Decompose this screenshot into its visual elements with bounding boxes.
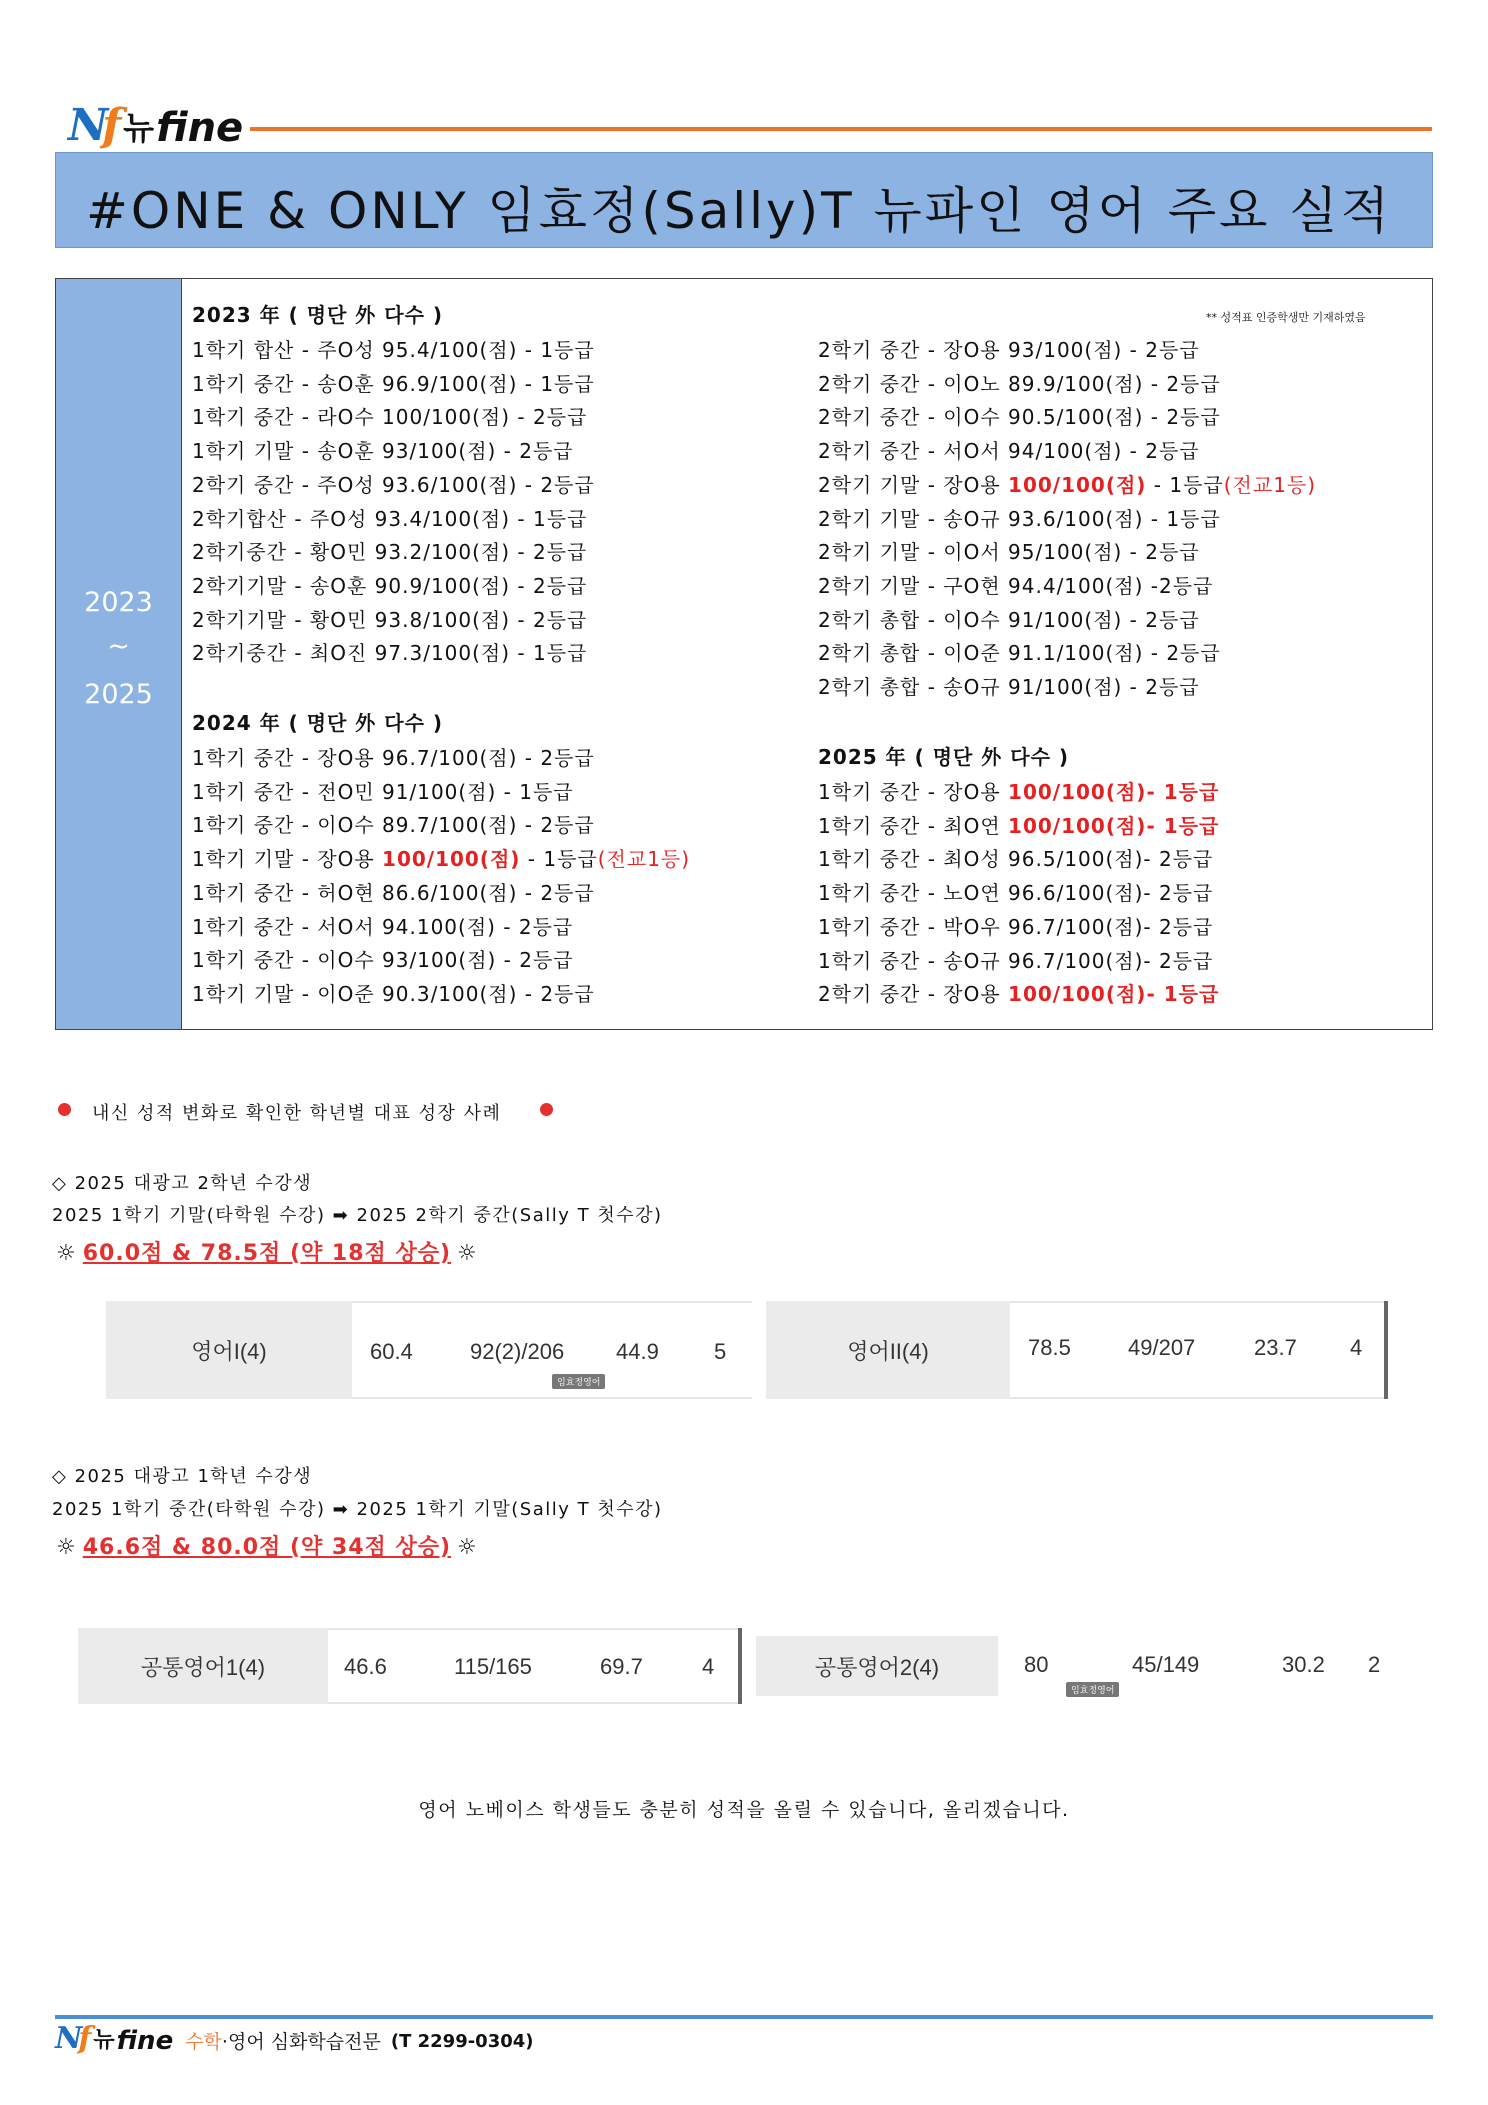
- footer-logo-mark: Nf: [55, 2021, 88, 2056]
- list-item: 2학기 중간 - 주O성 93.6/100(점) - 2등급: [192, 472, 595, 497]
- case2-label: ◇ 2025 대광고 1학년 수강생: [52, 1466, 313, 1487]
- list-item: 1학기 중간 - 송O훈 96.9/100(점) - 1등급: [192, 371, 595, 396]
- header-logo: [68, 98, 244, 151]
- logo-fine: fine: [156, 105, 244, 151]
- page-title: #ONE & ONLY 임효정(Sally)T 뉴파인 영어 주요 실적: [86, 182, 1392, 240]
- list-item: 1학기 중간 - 박O우 96.7/100(점)- 2등급: [818, 914, 1214, 939]
- list-item: 2학기합산 - 주O성 93.4/100(점) - 1등급: [192, 506, 588, 531]
- grade: 4: [1350, 1335, 1363, 1360]
- footer: [55, 2023, 534, 2055]
- list-item: 2학기 중간 - 장O용 100/100(점)- 1등급: [818, 982, 1220, 1007]
- list-item: 2학기 중간 - 이O노 89.9/100(점) - 2등급: [818, 371, 1221, 396]
- list-item: 2학기중간 - 황O민 93.2/100(점) - 2등급: [192, 540, 588, 565]
- raw-score: 46.6: [344, 1654, 387, 1679]
- list-item: 1학기 중간 - 송O규 96.7/100(점)- 2등급: [818, 948, 1214, 973]
- list-item: 1학기 중간 - 장O용 100/100(점)- 1등급: [818, 780, 1220, 804]
- raw-score: 60.4: [370, 1339, 413, 1364]
- subject-label: 공통영어1(4): [78, 1628, 328, 1704]
- list-item-special-2024: 1학기 기말 - 장O용 100/100(점) - 1등급(전교1등): [192, 847, 691, 871]
- raw-score: 78.5: [1028, 1335, 1071, 1360]
- logo-mark: Nf: [68, 100, 116, 151]
- list-item: 2학기 총합 - 송O규 91/100(점) - 2등급: [818, 675, 1200, 699]
- academy-tag: 임효정영어: [1066, 1682, 1119, 1697]
- class-rank: 49/207: [1128, 1335, 1196, 1360]
- score-cells: [352, 1301, 752, 1399]
- score-cells: [1010, 1301, 1384, 1399]
- list-item: 1학기 기말 - 이O준 90.3/100(점) - 2등급: [192, 981, 595, 1006]
- score-card-english2: [766, 1301, 1388, 1399]
- footer-logo-korean: 뉴: [93, 2028, 115, 2053]
- list-item: 2학기 중간 - 장O용 93/100(점) - 2등급: [818, 338, 1200, 362]
- list-item: 1학기 중간 - 이O수 89.7/100(점) - 2등급: [192, 813, 595, 838]
- list-item: 1학기 기말 - 송O훈 93/100(점) - 2등급: [192, 439, 574, 464]
- heading-2024: 2024 年 ( 명단 外 다수 ): [192, 711, 444, 735]
- average-score: 30.2: [1282, 1652, 1325, 1677]
- score-cells: [998, 1636, 1396, 1696]
- average-score: 69.7: [600, 1654, 643, 1679]
- list-item: 1학기 중간 - 전O민 91/100(점) - 1등급: [192, 779, 574, 804]
- footer-logo-fine: fine: [116, 2026, 174, 2056]
- footer-phone: (T 2299-0304): [390, 2031, 534, 2052]
- list-item: 2학기 기말 - 송O규 93.6/100(점) - 1등급: [818, 506, 1221, 531]
- list-item: 2학기 기말 - 구O현 94.4/100(점) -2등급: [818, 573, 1214, 598]
- red-bullet-right: [540, 1103, 553, 1116]
- score-card-english1: [106, 1301, 752, 1399]
- list-item: 2학기기말 - 황O민 93.8/100(점) - 2등급: [192, 607, 588, 632]
- results-table: [55, 278, 1433, 1030]
- list-item: 2학기중간 - 최O진 97.3/100(점) - 1등급: [192, 641, 588, 666]
- list-item: 2학기 총합 - 이O준 91.1/100(점) - 2등급: [818, 641, 1221, 666]
- raw-score: 80: [1024, 1652, 1049, 1677]
- list-item: 2학기 기말 - 이O서 95/100(점) - 2등급: [818, 540, 1200, 565]
- list-item: 1학기 중간 - 허O현 86.6/100(점) - 2등급: [192, 880, 595, 905]
- year-tilde: ~: [107, 631, 130, 662]
- subject-label: 영어I(4): [106, 1301, 352, 1399]
- header-divider: [250, 127, 1432, 131]
- red-bullet-left: [58, 1103, 71, 1116]
- heading-2025: 2025 年 ( 명단 外 다수 ): [818, 745, 1070, 769]
- academy-tag: 임효정영어: [552, 1374, 605, 1389]
- subject-label: 공통영어2(4): [756, 1636, 998, 1696]
- case1-highlight: ☼ 60.0점 & 78.5점 (약 18점 상승) ☼: [56, 1241, 478, 1266]
- case2-desc: 2025 1학기 중간(타학원 수강) ➡ 2025 1학기 기말(Sally T 첫수강): [52, 1499, 663, 1520]
- list-item: 1학기 중간 - 라O수 100/100(점) - 2등급: [192, 405, 588, 430]
- footer-description: 수학·영어 심화학습전문: [185, 2031, 381, 2053]
- list-item: 1학기 중간 - 이O수 93/100(점) - 2등급: [192, 948, 574, 973]
- subject-label: 영어II(4): [766, 1301, 1010, 1399]
- certification-note: ** 성적표 인증학생만 기재하였음: [1206, 311, 1366, 324]
- footer-divider: [55, 2015, 1433, 2019]
- class-rank: 92(2)/206: [470, 1339, 565, 1364]
- score-card-common-english2: [756, 1636, 1396, 1696]
- average-score: 44.9: [616, 1339, 659, 1364]
- closing-message: 영어 노베이스 학생들도 충분히 성적을 올릴 수 있습니다, 올리겠습니다.: [418, 1799, 1070, 1821]
- grade: 5: [714, 1339, 727, 1364]
- card-edge: [738, 1628, 742, 1704]
- list-item: 1학기 중간 - 최O성 96.5/100(점)- 2등급: [818, 847, 1214, 872]
- title-banner: [55, 152, 1433, 248]
- case2-highlight: ☼ 46.6점 & 80.0점 (약 34점 상승) ☼: [56, 1535, 478, 1560]
- list-item: 2학기기말 - 송O훈 90.9/100(점) - 2등급: [192, 573, 588, 598]
- class-rank: 115/165: [454, 1654, 532, 1679]
- score-cells: [328, 1628, 738, 1704]
- grade: 4: [702, 1654, 715, 1679]
- list-item: 1학기 중간 - 노O연 96.6/100(점)- 2등급: [818, 881, 1214, 906]
- case1-label: ◇ 2025 대광고 2학년 수강생: [52, 1173, 313, 1194]
- list-item: 1학기 중간 - 서O서 94.100(점) - 2등급: [192, 914, 574, 939]
- score-card-common-english1: [78, 1628, 742, 1704]
- list-item-special-2023: 2학기 기말 - 장O용 100/100(점) - 1등급(전교1등): [818, 473, 1317, 497]
- card-edge: [1384, 1301, 1388, 1399]
- growth-section-title: 내신 성적 변화로 확인한 학년별 대표 성장 사례: [92, 1103, 502, 1124]
- list-item: 2학기 총합 - 이O수 91/100(점) - 2등급: [818, 607, 1200, 632]
- heading-2023: 2023 年 ( 명단 外 다수 ): [192, 303, 444, 327]
- average-score: 23.7: [1254, 1335, 1297, 1360]
- list-item: 1학기 합산 - 주O성 95.4/100(점) - 1등급: [192, 338, 595, 362]
- list-item: 2학기 중간 - 서O서 94/100(점) - 2등급: [818, 439, 1200, 464]
- list-item: 1학기 중간 - 장O용 96.7/100(점) - 2등급: [192, 746, 595, 770]
- sun-icon: ☼: [56, 1535, 77, 1560]
- sun-icon: ☼: [457, 1535, 478, 1560]
- year-to: 2025: [84, 679, 153, 710]
- list-item: 1학기 중간 - 최O연 100/100(점)- 1등급: [818, 813, 1220, 838]
- year-range-sidebar: [56, 279, 182, 1029]
- logo-korean: 뉴: [123, 109, 155, 147]
- year-from: 2023: [84, 587, 153, 618]
- sun-icon: ☼: [56, 1241, 77, 1266]
- list-item: 2학기 중간 - 이O수 90.5/100(점) - 2등급: [818, 405, 1221, 430]
- sun-icon: ☼: [457, 1241, 478, 1266]
- case1-desc: 2025 1학기 기말(타학원 수강) ➡ 2025 2학기 중간(Sally T 첫수강): [52, 1205, 663, 1226]
- grade: 2: [1368, 1652, 1381, 1677]
- class-rank: 45/149: [1132, 1652, 1200, 1677]
